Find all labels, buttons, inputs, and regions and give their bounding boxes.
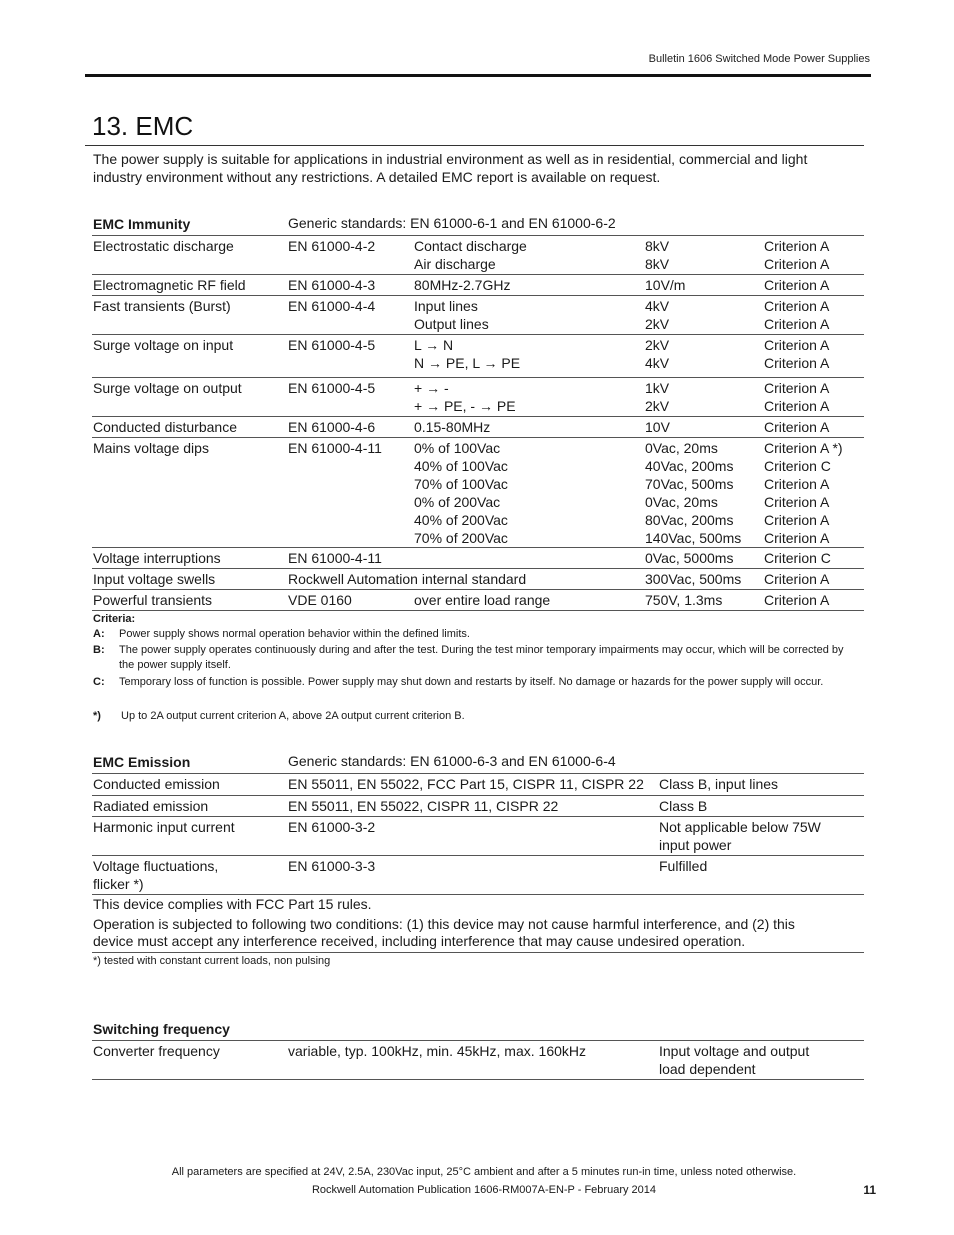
immunity-standard: Rockwell Automation internal standard <box>288 571 527 587</box>
switching-remark-line1: Input voltage and output <box>659 1043 810 1059</box>
immunity-test-name: Voltage interruptions <box>93 550 221 566</box>
immunity-standard: EN 61000-4-4 <box>288 298 376 314</box>
immunity-test-condition: Output lines <box>414 316 489 332</box>
immunity-standards: Generic standards: EN 61000-6-1 and EN 61000-6-2 <box>288 215 616 231</box>
criteria-text-b: The power supply operates continuously during and after the test. During the test minor temporary impairments may occur, which will be corrected by the power supply itself. <box>119 644 844 671</box>
emission-test-name: Harmonic input current <box>93 819 235 835</box>
table-rule <box>92 1040 864 1041</box>
emission-test-name: Voltage fluctuations, <box>93 858 219 874</box>
immunity-level: 8kV <box>645 256 670 272</box>
emission-result: Fulfilled <box>659 858 708 874</box>
immunity-test-condition: 70% of 100Vac <box>414 476 508 492</box>
immunity-criterion: Criterion A <box>764 476 830 492</box>
immunity-criterion: Criterion A <box>764 316 830 332</box>
switching-name: Converter frequency <box>93 1043 220 1059</box>
immunity-criterion: Criterion A <box>764 355 830 371</box>
immunity-criterion: Criterion A <box>764 277 830 293</box>
immunity-criterion: Criterion A <box>764 530 830 546</box>
criteria-text-a: Power supply shows normal operation behavior within the defined limits. <box>119 628 470 640</box>
emission-test-name: flicker *) <box>93 876 144 892</box>
emission-standard: EN 61000-3-3 <box>288 858 376 874</box>
table-rule <box>92 377 864 378</box>
immunity-test-condition: 0.15-80MHz <box>414 419 491 435</box>
page-number: 11 <box>863 1183 876 1197</box>
immunity-level: 140Vac, 500ms <box>645 530 742 546</box>
immunity-criterion: Criterion A <box>764 337 830 353</box>
table-rule <box>92 334 864 335</box>
table-rule <box>92 816 864 817</box>
table-rule <box>92 416 864 417</box>
table-rule <box>92 235 864 236</box>
immunity-standard: VDE 0160 <box>288 592 352 608</box>
immunity-test-name: Input voltage swells <box>93 571 216 587</box>
emission-standard: EN 55011, EN 55022, CISPR 11, CISPR 22 <box>288 798 559 814</box>
emission-result: Class B <box>659 798 708 814</box>
immunity-level: 1kV <box>645 380 670 396</box>
emission-test-name: Conducted emission <box>93 776 220 792</box>
immunity-standard: EN 61000-4-2 <box>288 238 376 254</box>
immunity-test-name: Conducted disturbance <box>93 419 237 435</box>
criteria-heading: Criteria: <box>93 613 136 625</box>
immunity-standard: EN 61000-4-11 <box>288 550 382 566</box>
immunity-level: 300Vac, 500ms <box>645 571 742 587</box>
criteria-key-c: C: <box>93 676 105 688</box>
immunity-level: 10V <box>645 419 670 435</box>
immunity-criterion: Criterion C <box>764 550 831 566</box>
immunity-criterion: Criterion A <box>764 298 830 314</box>
table-rule <box>92 589 864 590</box>
immunity-test-condition: Input lines <box>414 298 478 314</box>
immunity-level: 750V, 1.3ms <box>645 592 723 608</box>
immunity-test-condition: 70% of 200Vac <box>414 530 508 546</box>
criteria-text-c: Temporary loss of function is possible. Power supply may shut down and restarts by itself. No damage or hazards for the power supply will occur. <box>119 676 824 688</box>
emission-result: input power <box>659 837 732 853</box>
immunity-level: 4kV <box>645 355 670 371</box>
immunity-test-name: Fast transients (Burst) <box>93 298 231 314</box>
table-rule <box>92 437 864 438</box>
immunity-test-condition: N → PE, L → PE <box>414 355 521 371</box>
immunity-criterion: Criterion A <box>764 494 830 510</box>
immunity-criterion: Criterion A *) <box>764 440 843 456</box>
table-rule <box>92 773 864 774</box>
immunity-standard: EN 61000-4-5 <box>288 337 376 353</box>
intro-paragraph: The power supply is suitable for applications in industrial environment as well as in residential, commercial and light industry environment without any restrictions. A detailed EMC report is available on request. <box>93 151 808 185</box>
criteria-key-b: B: <box>93 644 105 656</box>
immunity-level: 2kV <box>645 398 670 414</box>
immunity-test-condition: 40% of 200Vac <box>414 512 508 528</box>
immunity-test-condition: Contact discharge <box>414 238 527 254</box>
immunity-level: 0Vac, 20ms <box>645 494 718 510</box>
immunity-level: 70Vac, 500ms <box>645 476 734 492</box>
immunity-criterion: Criterion A <box>764 592 830 608</box>
immunity-test-name: Electromagnetic RF field <box>93 277 246 293</box>
immunity-test-condition: 40% of 100Vac <box>414 458 508 474</box>
switching-value: variable, typ. 100kHz, min. 45kHz, max. 160kHz <box>288 1043 587 1059</box>
table-rule <box>92 795 864 796</box>
emission-standards: Generic standards: EN 61000-6-3 and EN 61000-6-4 <box>288 753 616 769</box>
emission-note: *) tested with constant current loads, non pulsing <box>93 955 331 967</box>
title-rule <box>85 145 864 146</box>
table-rule <box>92 1079 864 1080</box>
immunity-level: 8kV <box>645 238 670 254</box>
immunity-test-name: Electrostatic discharge <box>93 238 234 254</box>
immunity-test-condition: 80MHz-2.7GHz <box>414 277 511 293</box>
criteria-text-note: Up to 2A output current criterion A, above 2A output current criterion B. <box>121 710 465 722</box>
table-rule <box>92 568 864 569</box>
header-text: Bulletin 1606 Switched Mode Power Supplies <box>648 53 870 65</box>
emission-test-name: Radiated emission <box>93 798 209 814</box>
table-rule <box>92 610 864 611</box>
immunity-standard: EN 61000-4-6 <box>288 419 376 435</box>
immunity-criterion: Criterion A <box>764 419 830 435</box>
emission-standard: EN 55011, EN 55022, FCC Part 15, CISPR 11, CISPR 22 <box>288 776 644 792</box>
immunity-test-condition: + → - <box>414 380 449 396</box>
immunity-test-name: Surge voltage on input <box>93 337 234 353</box>
fcc-conditions-line2: device must accept any interference received, including interference that may cause undesired operation. <box>93 933 746 949</box>
immunity-level: 0Vac, 5000ms <box>645 550 734 566</box>
immunity-test-condition: over entire load range <box>414 592 551 608</box>
fcc-conditions-line1: Operation is subjected to following two conditions: (1) this device may not cause harmful interference, and (2) this <box>93 916 795 932</box>
table-rule <box>92 547 864 548</box>
immunity-criterion: Criterion A <box>764 238 830 254</box>
immunity-level: 80Vac, 200ms <box>645 512 734 528</box>
immunity-criterion: Criterion A <box>764 380 830 396</box>
emission-result: Not applicable below 75W <box>659 819 821 835</box>
fcc-statement: This device complies with FCC Part 15 rules. <box>93 896 372 912</box>
header-rule <box>85 74 871 77</box>
immunity-criterion: Criterion A <box>764 256 830 272</box>
footer-note: All parameters are specified at 24V, 2.5A, 230Vac input, 25°C ambient and after a 5 minutes run-in time, unless noted otherwise. <box>171 1166 797 1178</box>
immunity-test-name: Powerful transients <box>93 592 213 608</box>
footer-publication: Rockwell Automation Publication 1606-RM007A-EN-P - February 2014 <box>311 1184 657 1196</box>
immunity-level: 2kV <box>645 337 670 353</box>
immunity-heading: EMC Immunity <box>93 216 191 232</box>
immunity-standard: EN 61000-4-11 <box>288 440 382 456</box>
table-rule <box>92 274 864 275</box>
immunity-criterion: Criterion A <box>764 512 830 528</box>
immunity-test-name: Surge voltage on output <box>93 380 242 396</box>
section-title: 13. EMC <box>92 111 194 141</box>
immunity-criterion: Criterion A <box>764 398 830 414</box>
immunity-level: 2kV <box>645 316 670 332</box>
immunity-level: 40Vac, 200ms <box>645 458 734 474</box>
criteria-key-note: *) <box>93 710 101 722</box>
immunity-test-condition: 0% of 200Vac <box>414 494 501 510</box>
immunity-test-condition: Air discharge <box>414 256 496 272</box>
immunity-test-condition: 0% of 100Vac <box>414 440 501 456</box>
immunity-criterion: Criterion A <box>764 571 830 587</box>
emission-result: Class B, input lines <box>659 776 779 792</box>
immunity-level: 10V/m <box>645 277 686 293</box>
table-rule <box>92 855 864 856</box>
emission-heading: EMC Emission <box>93 754 191 770</box>
table-rule <box>92 295 864 296</box>
immunity-criterion: Criterion C <box>764 458 831 474</box>
criteria-key-a: A: <box>93 628 105 640</box>
immunity-standard: EN 61000-4-3 <box>288 277 376 293</box>
immunity-test-condition: + → PE, - → PE <box>414 398 516 414</box>
immunity-test-condition: L → N <box>414 337 454 353</box>
immunity-level: 0Vac, 20ms <box>645 440 718 456</box>
switching-heading: Switching frequency <box>93 1021 230 1037</box>
switching-remark-line2: load dependent <box>659 1061 756 1077</box>
immunity-standard: EN 61000-4-5 <box>288 380 376 396</box>
table-rule <box>92 952 864 953</box>
emission-standard: EN 61000-3-2 <box>288 819 376 835</box>
immunity-test-name: Mains voltage dips <box>93 440 209 456</box>
immunity-level: 4kV <box>645 298 670 314</box>
